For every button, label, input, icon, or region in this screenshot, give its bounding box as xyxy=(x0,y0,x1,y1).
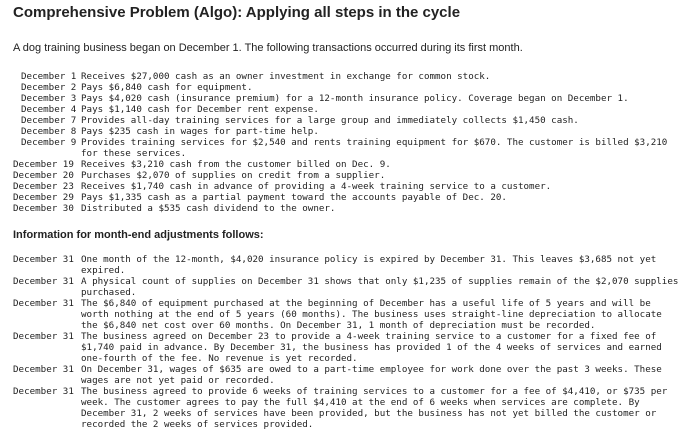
adjustment-text: One month of the 12-month, $4,020 insurance policy is expired by December 31. This leaves $3,685 not yet expired. xyxy=(81,254,657,276)
transaction-row xyxy=(21,82,681,93)
adjustments-heading: Information for month-end adjustments follows: xyxy=(13,229,264,241)
transaction-text: Receives $1,740 cash in advance of providing a 4-week training service to a customer. xyxy=(81,181,552,192)
transaction-row xyxy=(13,181,681,192)
adjustment-date: December 31 xyxy=(13,386,74,397)
transaction-date: December 8 xyxy=(21,126,77,137)
transaction-text: Receives $27,000 cash as an owner investment in exchange for common stock. xyxy=(81,71,491,82)
intro-text: A dog training business began on December 1. The following transactions occurred during its first month. xyxy=(13,42,523,54)
transaction-date: December 7 xyxy=(21,115,77,126)
transaction-row xyxy=(21,71,681,82)
adjustment-row xyxy=(13,276,681,298)
transaction-text: Provides all-day training services for a large group and immediately collects $1,450 cash. xyxy=(81,115,579,126)
transaction-date: December 1 xyxy=(21,71,77,82)
transaction-date: December 4 xyxy=(21,104,77,115)
transaction-text: Distributed a $535 cash dividend to the owner. xyxy=(81,203,336,214)
transaction-text: Pays $1,140 cash for December rent expense. xyxy=(81,104,319,115)
transaction-date: December 20 xyxy=(13,170,74,181)
transaction-row xyxy=(13,170,681,181)
adjustment-text: The business agreed to provide 6 weeks of training services to a customer for a fee of $4,410, or $735 per week. The customer agrees to pay the full $4,410 at the end of 6 weeks when services are complete. By December 31, 2 weeks of services have been provided, but the business has not yet billed the customer or recorded the 2 weeks of services provided. xyxy=(81,386,668,430)
page-title: Comprehensive Problem (Algo): Applying all steps in the cycle xyxy=(13,4,461,21)
transaction-row xyxy=(21,137,681,159)
adjustment-date: December 31 xyxy=(13,364,74,375)
transaction-date: December 29 xyxy=(13,192,74,203)
transaction-row xyxy=(13,192,681,203)
transaction-date: December 3 xyxy=(21,93,77,104)
transaction-text: Receives $3,210 cash from the customer billed on Dec. 9. xyxy=(81,159,391,170)
adjustment-text: The $6,840 of equipment purchased at the beginning of December has a useful life of 5 years and will be worth nothing at the end of 5 years (60 months). The business uses straight-line depreciation to allocate the $6,840 net cost over 60 months. On December 31, 1 month of depreciation must be recorded. xyxy=(81,298,662,331)
transaction-row xyxy=(21,93,681,104)
transaction-row xyxy=(13,159,681,170)
transaction-row xyxy=(13,203,681,214)
adjustment-row xyxy=(13,386,681,430)
adjustment-date: December 31 xyxy=(13,331,74,342)
adjustment-row xyxy=(13,331,681,364)
adjustment-date: December 31 xyxy=(13,276,74,287)
transaction-date: December 2 xyxy=(21,82,77,93)
adjustment-date: December 31 xyxy=(13,298,74,309)
transaction-row xyxy=(21,126,681,137)
adjustment-row xyxy=(13,298,681,331)
transaction-date: December 23 xyxy=(13,181,74,192)
transaction-text: Pays $1,335 cash as a partial payment toward the accounts payable of Dec. 20. xyxy=(81,192,507,203)
transaction-date: December 9 xyxy=(21,137,77,148)
transaction-text: Pays $6,840 cash for equipment. xyxy=(81,82,253,93)
adjustment-date: December 31 xyxy=(13,254,74,265)
transaction-text: Pays $235 cash in wages for part-time help. xyxy=(81,126,319,137)
transaction-row xyxy=(21,104,681,115)
transaction-row xyxy=(21,115,681,126)
transaction-date: December 30 xyxy=(13,203,74,214)
adjustment-text: The business agreed on December 23 to provide a 4-week training service to a customer for a fixed fee of $1,740 paid in advance. By December 31, the business has provided 1 of the 4 weeks of services and earned one-fourth of the fee. No revenue is yet recorded. xyxy=(81,331,662,364)
transaction-text: Provides training services for $2,540 and rents training equipment for $670. The customer is billed $3,210 for these services. xyxy=(81,137,668,159)
adjustment-text: A physical count of supplies on December 31 shows that only $1,235 of supplies remain of the $2,070 supplies purchased. xyxy=(81,276,679,298)
transaction-text: Purchases $2,070 of supplies on credit from a supplier. xyxy=(81,170,386,181)
adjustment-row xyxy=(13,254,681,276)
adjustment-row xyxy=(13,364,681,386)
transaction-text: Pays $4,020 cash (insurance premium) for a 12-month insurance policy. Coverage began on December 1. xyxy=(81,93,629,104)
adjustment-text: On December 31, wages of $635 are owed to a part-time employee for work done over the past 3 weeks. These wages are not yet paid or recorded. xyxy=(81,364,662,386)
transaction-date: December 19 xyxy=(13,159,74,170)
